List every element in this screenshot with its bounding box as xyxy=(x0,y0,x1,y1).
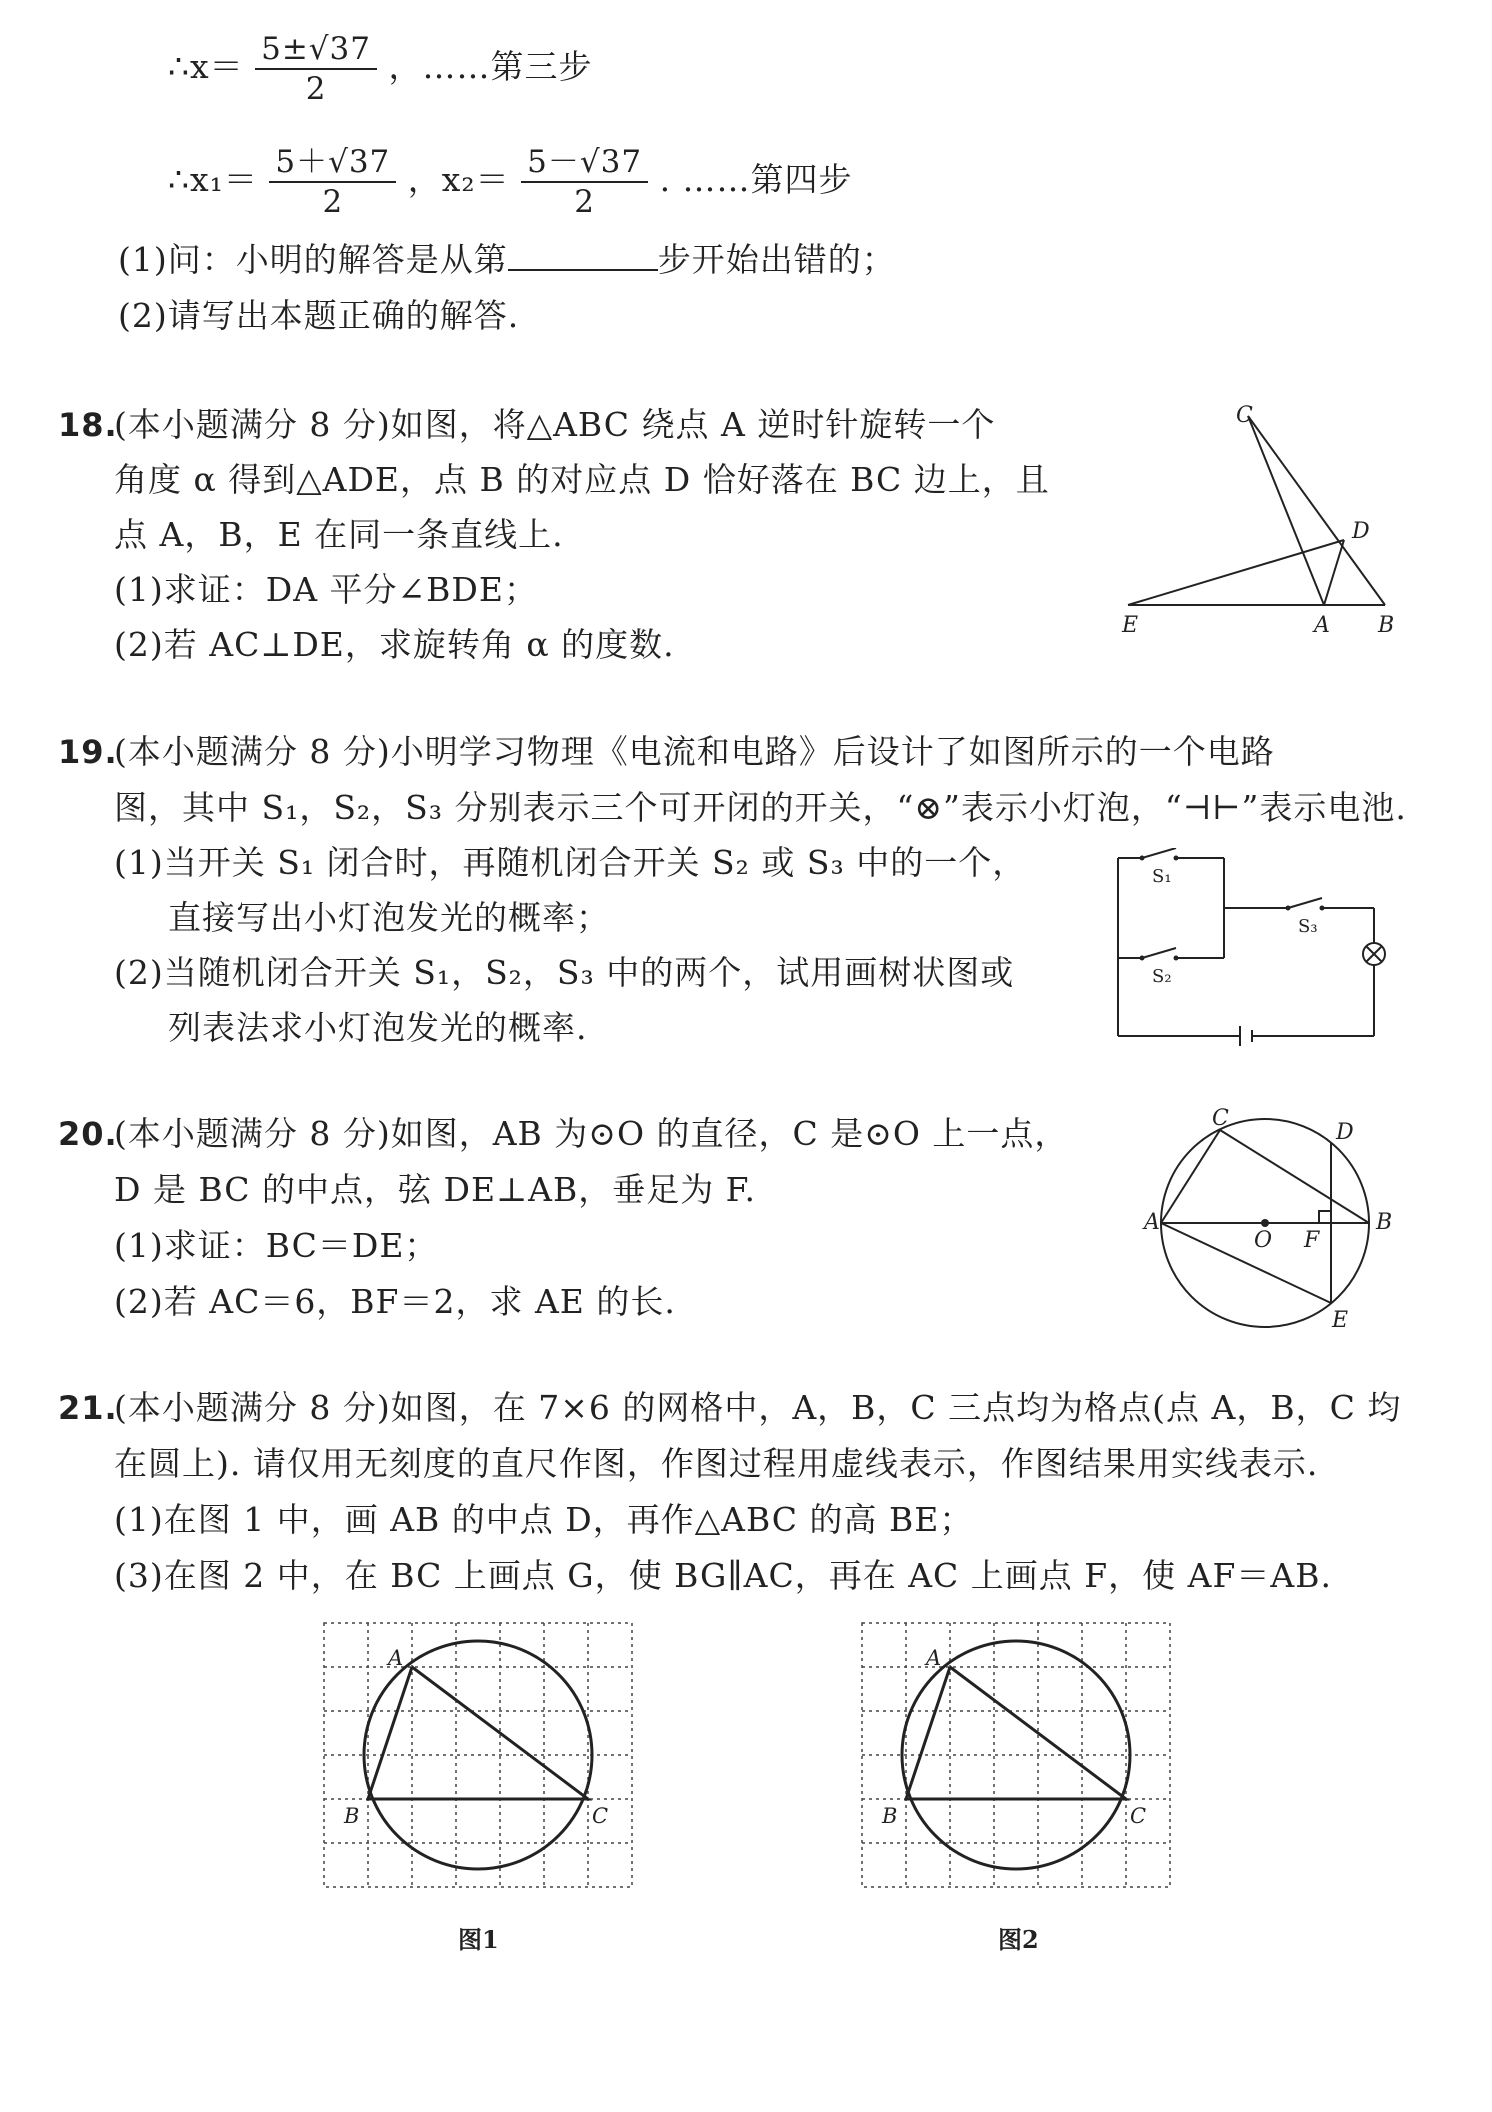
label-o: O xyxy=(1254,1228,1273,1253)
label-c: C xyxy=(592,1804,609,1828)
figure-2-caption: 图2 xyxy=(998,1925,1039,1954)
q20-number: 20. xyxy=(58,1115,118,1153)
label-a: A xyxy=(926,1646,942,1670)
q21-line-3: (1)在图 1 中，画 AB 的中点 D，再作△ABC 的高 BE； xyxy=(114,1500,974,1539)
label-a: A xyxy=(1144,1210,1160,1235)
label-d: D xyxy=(1336,1120,1354,1145)
fraction: $\frac{5+√37}{2}$ xyxy=(269,143,396,221)
segment-cb xyxy=(1248,416,1385,605)
switch-s2 xyxy=(1142,948,1176,958)
lamp-icon xyxy=(1363,943,1385,965)
label-a: A xyxy=(388,1646,404,1670)
segment-ad xyxy=(1324,540,1344,605)
q19-circuit-figure xyxy=(1112,848,1412,1048)
answer-blank[interactable] xyxy=(508,239,658,271)
figure-1-caption: 图1 xyxy=(458,1925,499,1954)
q18-line-4: (1)求证：DA 平分∠BDE； xyxy=(114,570,538,609)
q19-line-3: (1)当开关 S₁ 闭合时，再随机闭合开关 S₂ 或 S₃ 中的一个， xyxy=(114,843,1027,882)
q20-line-2: D 是 BC 的中点，弦 DE⊥AB，垂足为 F. xyxy=(114,1170,756,1209)
q20-line-4: (2)若 AC＝6，BF＝2，求 AE 的长. xyxy=(114,1282,676,1321)
q18-line-2: 角度 α 得到△ADE，点 B 的对应点 D 恰好落在 BC 边上，且 xyxy=(114,460,1050,499)
fraction: $\frac{5-√37}{2}$ xyxy=(521,143,648,221)
q20-line-1: (本小题满分 8 分)如图，AB 为⊙O 的直径，C 是⊙O 上一点， xyxy=(114,1114,1069,1153)
segment-ca xyxy=(1248,416,1324,605)
switch-s1 xyxy=(1142,848,1176,858)
q19-line-1: (本小题满分 8 分)小明学习物理《电流和电路》后设计了如图所示的一个电路 xyxy=(114,732,1275,771)
label-b: B xyxy=(1376,1210,1393,1235)
label-c: C xyxy=(1130,1804,1147,1828)
q21-line-1: (本小题满分 8 分)如图，在 7×6 的网格中，A，B，C 三点均为格点(点 A，B，C 均 xyxy=(114,1388,1402,1427)
q19-line-6: 列表法求小灯泡发光的概率. xyxy=(168,1008,588,1047)
q19-line-4: 直接写出小灯泡发光的概率； xyxy=(168,898,610,937)
label-c: C xyxy=(1212,1106,1229,1131)
q21-number: 21. xyxy=(58,1389,118,1427)
q18-number: 18. xyxy=(58,406,118,444)
label-s1: S₁ xyxy=(1152,866,1172,887)
q19-line-5: (2)当随机闭合开关 S₁，S₂，S₃ 中的两个，试用画树状图或 xyxy=(114,953,1015,992)
label-c: C xyxy=(1236,403,1253,428)
switch-s3 xyxy=(1288,898,1322,908)
label-e: E xyxy=(1332,1308,1349,1333)
q20-line-3: (1)求证：BC＝DE； xyxy=(114,1226,439,1265)
q18-line-1: (本小题满分 8 分)如图，将△ABC 绕点 A 逆时针旋转一个 xyxy=(114,405,996,444)
q21-grid-figure-2 xyxy=(858,1615,1178,1905)
q19-number: 19. xyxy=(58,733,118,771)
q17-part1: (1)问：小明的解答是从第 步开始出错的； xyxy=(118,240,896,279)
label-s2: S₂ xyxy=(1152,966,1172,987)
label-e: E xyxy=(1122,613,1139,638)
label-f: F xyxy=(1304,1228,1320,1253)
label-b: B xyxy=(1378,613,1395,638)
fraction: $\frac{5\pm√37}{2}$ xyxy=(255,30,377,108)
q21-line-4: (3)在图 2 中，在 BC 上画点 G，使 BG∥AC，再在 AC 上画点 F，使 AF＝AB. xyxy=(114,1556,1332,1595)
q20-circle-figure xyxy=(1140,1105,1400,1345)
label-s3: S₃ xyxy=(1298,916,1318,937)
q21-grid-figure-1 xyxy=(320,1615,640,1905)
q21-line-2: 在圆上). 请仅用无刻度的直尺作图，作图过程用虚线表示，作图结果用实线表示. xyxy=(114,1444,1319,1483)
label-a: A xyxy=(1314,613,1330,638)
q18-triangle-figure xyxy=(1110,400,1410,640)
q17-step3: ∴x＝ $\frac{5\pm√37}{2}$ ，……第三步 xyxy=(168,31,593,107)
label-d: D xyxy=(1352,519,1370,544)
label-b: B xyxy=(344,1804,360,1828)
q19-line-2: 图，其中 S₁，S₂，S₃ 分别表示三个可开闭的开关，“⊗”表示小灯泡，“⊣⊢”表示电池. xyxy=(114,788,1407,827)
label-b: B xyxy=(882,1804,898,1828)
q17-part2: (2)请写出本题正确的解答. xyxy=(118,296,520,335)
q18-line-3: 点 A，B，E 在同一条直线上. xyxy=(114,515,564,554)
q17-step4: ∴x₁＝ $\frac{5+√37}{2}$ ，x₂＝ $\frac{5-√37}{2}$ . ……第四步 xyxy=(168,144,853,220)
q18-line-5: (2)若 AC⊥DE，求旋转角 α 的度数. xyxy=(114,625,675,664)
